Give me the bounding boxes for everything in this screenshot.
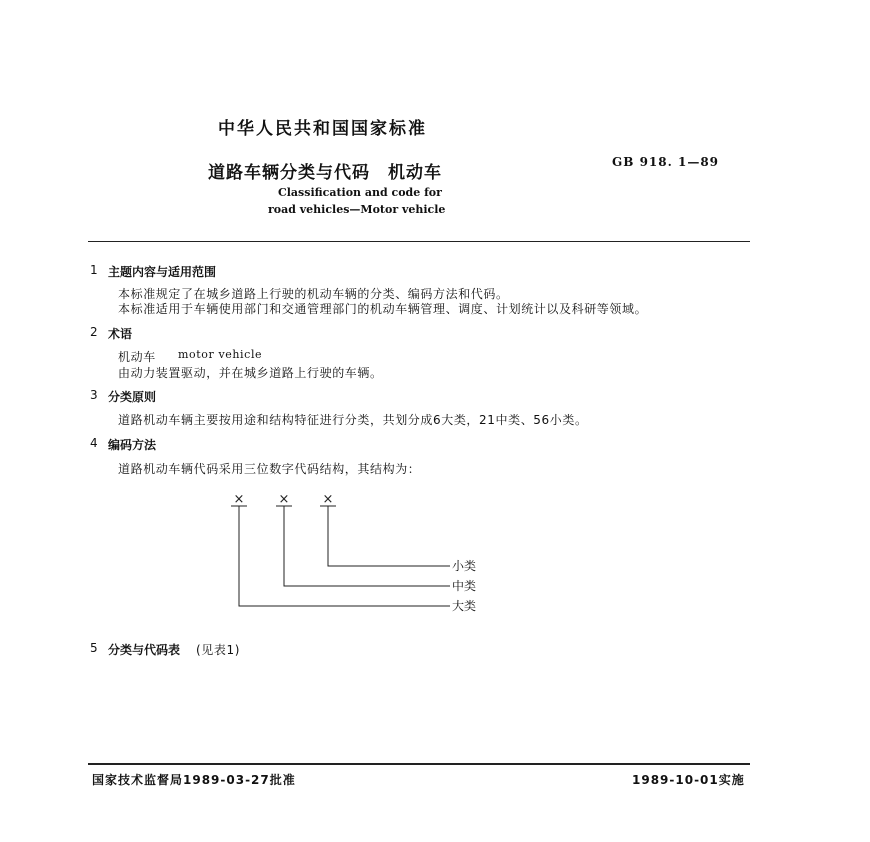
label-large-class: 大类 xyxy=(452,599,477,613)
document-title-en-line1: Classification and code for xyxy=(278,186,442,199)
digit-mark-1: × xyxy=(233,492,245,507)
section-5-title: 分类与代码表 xyxy=(108,643,181,657)
section-1-paragraph-1: 本标准规定了在城乡道路上行驶的机动车辆的分类、编码方法和代码。 xyxy=(118,287,509,301)
section-2-definition: 由动力装置驱动，并在城乡道路上行驶的车辆。 xyxy=(118,366,383,380)
section-5-number: 5 xyxy=(90,641,98,655)
leader-line-medium-class xyxy=(284,506,450,586)
section-2-term-en: motor vehicle xyxy=(178,348,263,361)
section-2-term-cn: 机动车 xyxy=(118,350,156,364)
section-3-number: 3 xyxy=(90,388,98,402)
section-1-paragraph-2: 本标准适用于车辆使用部门和交通管理部门的机动车辆管理、调度、计划统计以及科研等领域。 xyxy=(118,302,648,316)
section-3-paragraph: 道路机动车辆主要按用途和结构特征进行分类，共划分成6大类，21中类、56小类。 xyxy=(118,413,588,427)
section-1-title: 主题内容与适用范围 xyxy=(108,265,217,279)
effective-date: 1989-10-01实施 xyxy=(632,773,745,787)
section-4-title: 编码方法 xyxy=(108,438,157,452)
digit-mark-2: × xyxy=(278,492,290,507)
footer-divider xyxy=(88,763,750,765)
section-2-title: 术语 xyxy=(108,327,133,341)
section-5-reference: (见表1) xyxy=(196,643,240,657)
section-3-title: 分类原则 xyxy=(108,390,157,404)
section-4-number: 4 xyxy=(90,436,98,450)
document-title-en-line2: road vehicles—Motor vehicle xyxy=(268,203,446,216)
section-4-paragraph: 道路机动车辆代码采用三位数字代码结构，其结构为： xyxy=(118,462,421,476)
document-title-cn: 道路车辆分类与代码 机动车 xyxy=(208,163,442,183)
section-2-number: 2 xyxy=(90,325,98,339)
label-medium-class: 中类 xyxy=(452,579,477,593)
section-1-number: 1 xyxy=(90,263,98,277)
leader-line-large-class xyxy=(239,506,450,606)
leader-line-small-class xyxy=(328,506,450,566)
approval-date: 国家技术监督局1989-03-27批准 xyxy=(92,773,296,787)
digit-mark-3: × xyxy=(322,492,334,507)
standard-number: GB 918. 1—89 xyxy=(612,155,720,169)
label-small-class: 小类 xyxy=(452,559,477,573)
national-standard-heading: 中华人民共和国国家标准 xyxy=(218,119,427,139)
